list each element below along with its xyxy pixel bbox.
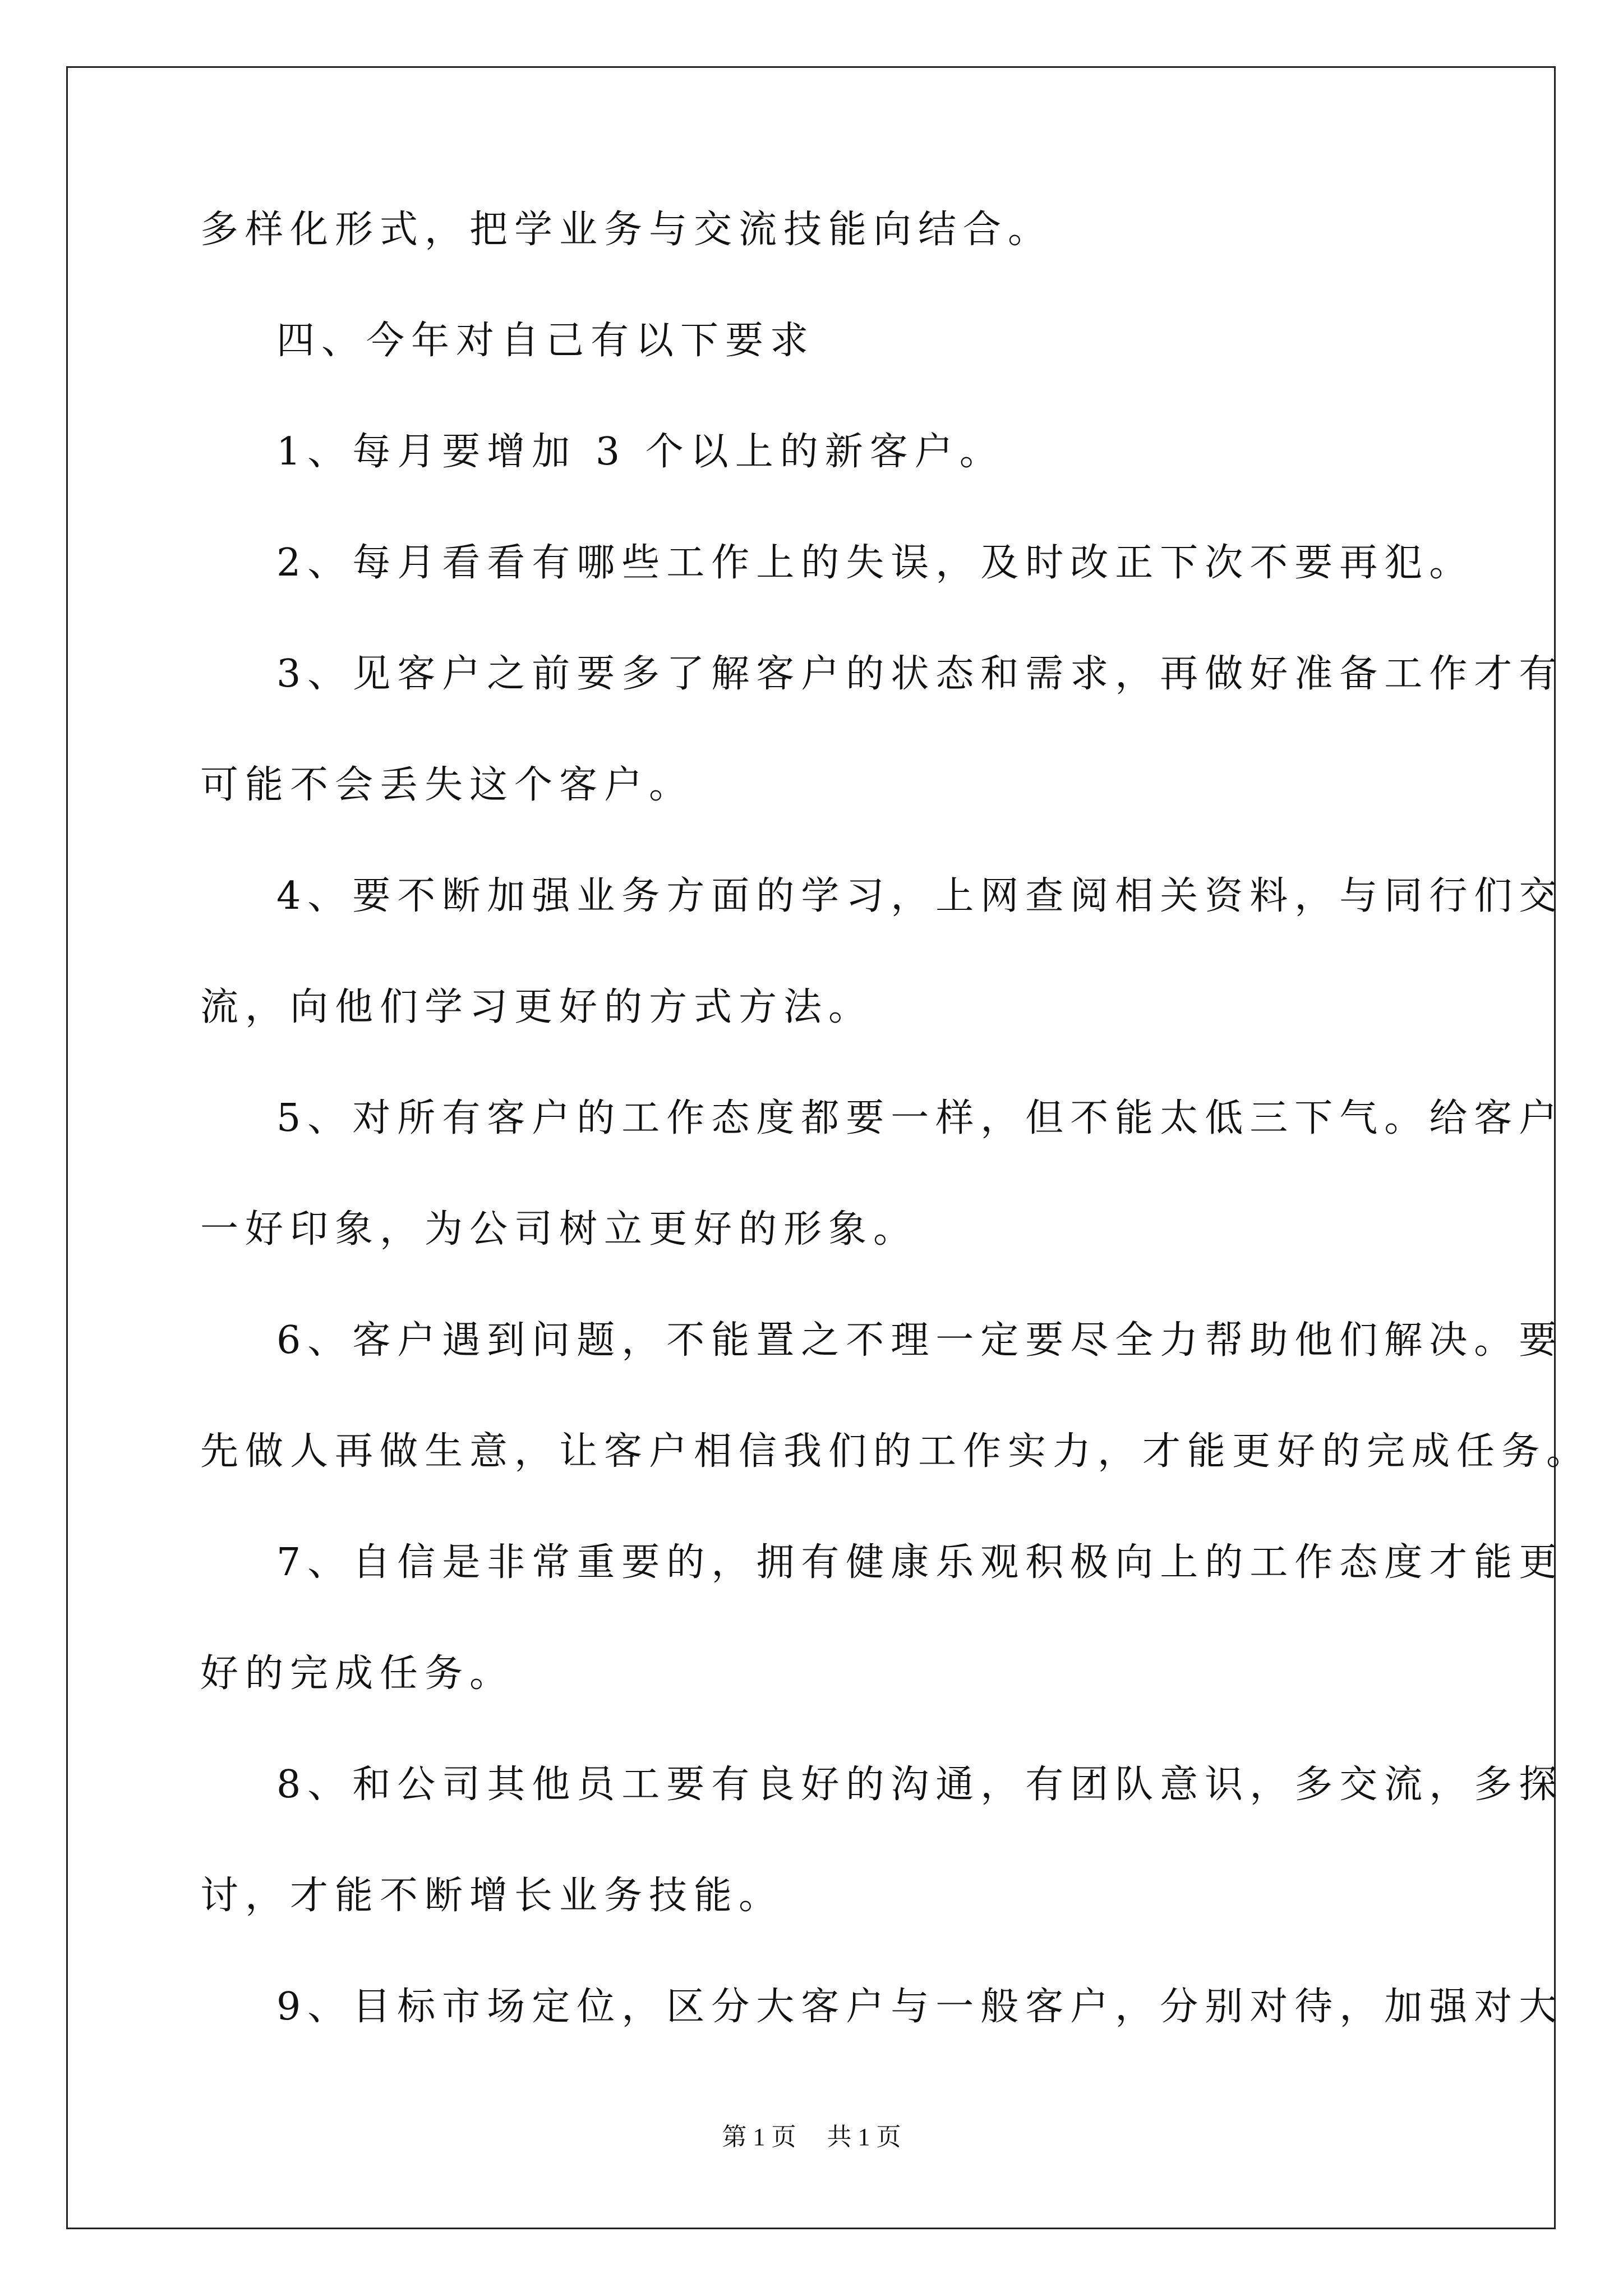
list-item-line: 3、见客户之前要多了解客户的状态和需求，再做好准备工作才有 bbox=[276, 652, 1564, 696]
list-item-line: 7、自信是非常重要的，拥有健康乐观积极向上的工作态度才能更 bbox=[276, 1540, 1564, 1585]
text-line: 讨，才能不断增长业务技能。 bbox=[200, 1874, 784, 1918]
list-item-line: 8、和公司其他员工要有良好的沟通，有团队意识，多交流，多探 bbox=[276, 1763, 1564, 1807]
list-item-line: 9、目标市场定位，区分大客户与一般客户，分别对待，加强对大 bbox=[276, 1985, 1564, 2029]
text-line: 多样化形式，把学业务与交流技能向结合。 bbox=[200, 208, 1053, 252]
text-line: 流，向他们学习更好的方式方法。 bbox=[200, 985, 874, 1029]
text-line: 好的完成任务。 bbox=[200, 1651, 515, 1696]
text-line: 一好印象，为公司树立更好的形象。 bbox=[200, 1207, 919, 1251]
section-heading: 四、今年对自己有以下要求 bbox=[276, 319, 815, 363]
list-item-line: 4、要不断加强业务方面的学习，上网查阅相关资料，与同行们交 bbox=[276, 874, 1564, 918]
list-item-line: 6、客户遇到问题，不能置之不理一定要尽全力帮助他们解决。要 bbox=[276, 1318, 1564, 1363]
page-footer: 第 1 页 共 1 页 bbox=[722, 2123, 901, 2151]
text-line: 先做人再做生意，让客户相信我们的工作实力，才能更好的完成任务。 bbox=[200, 1429, 1592, 1474]
list-item-line: 2、每月看看有哪些工作上的失误，及时改正下次不要再犯。 bbox=[276, 541, 1474, 585]
list-item-line: 1、每月要增加 3 个以上的新客户。 bbox=[276, 430, 1004, 474]
list-item-line: 5、对所有客户的工作态度都要一样，但不能太低三下气。给客户 bbox=[276, 1096, 1564, 1140]
text-line: 可能不会丢失这个客户。 bbox=[200, 763, 694, 807]
